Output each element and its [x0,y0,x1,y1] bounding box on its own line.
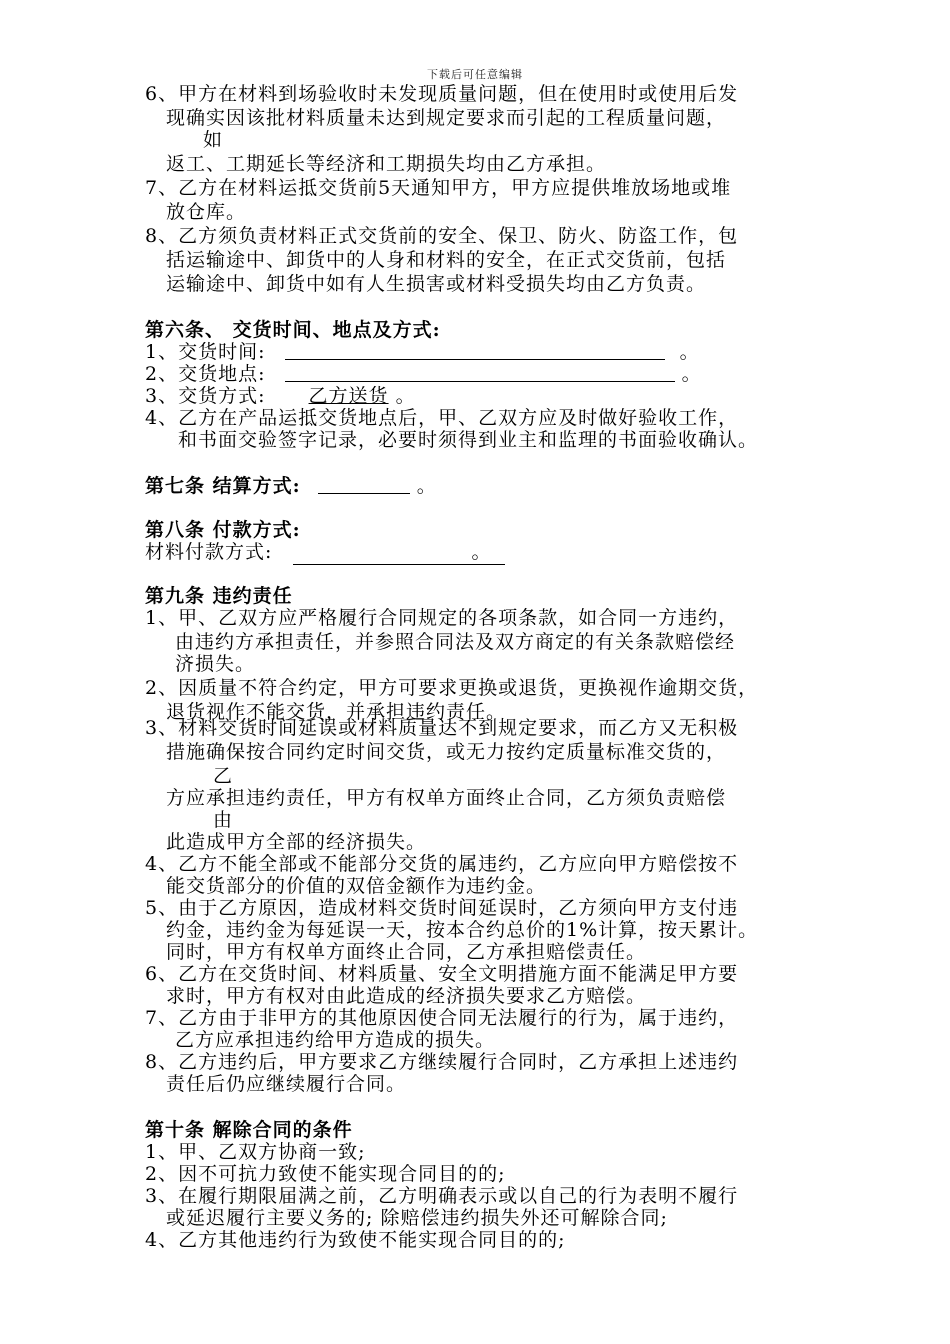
delivery-time-label: 1、交货时间: [145,341,266,363]
clause-9-item-6-line-2: 求时，甲方有权对由此造成的经济损失要求乙方赔偿。 [166,985,647,1007]
clause-5-item-6-line-3: 如 [203,129,224,151]
section-6-heading: 第六条、 交货时间、地点及方式: [145,319,441,341]
clause-9-item-5-line-3: 同时，甲方有权单方面终止合同，乙方承担赔偿责任。 [166,941,647,963]
delivery-place-blank [285,363,675,382]
payment-method-label: 材料付款方式: [145,541,273,563]
section-10-heading: 第十条 解除合同的条件 [145,1119,353,1141]
section-7-heading: 第七条 结算方式: [145,475,301,497]
delivery-place-period: 。 [681,363,702,385]
clause-9-item-3-line-6: 此造成甲方全部的经济损失。 [166,831,427,853]
clause-9-item-2-line-2: 退货视作不能交货，并承担违约责任。 [166,701,507,723]
clause-9-item-5-line-1: 5、由于乙方原因，造成材料交货时间延误时，乙方须向甲方支付违 [145,897,739,919]
delivery-method-row [145,384,416,408]
clause-6-item-4-line-2: 和书面交验签字记录，必要时须得到业主和监理的书面验收确认。 [178,429,759,451]
settlement-period: 。 [416,475,437,497]
clause-5-item-7-line-1: 7、乙方在材料运抵交货前5天通知甲方，甲方应提供堆放场地或堆 [145,177,732,199]
section-8-heading: 第八条 付款方式: [145,519,301,541]
clause-6-item-4-line-1: 4、乙方在产品运抵交货地点后，甲、乙双方应及时做好验收工作， [145,407,739,429]
section-9-heading: 第九条 违约责任 [145,585,293,607]
clause-9-item-1-line-2: 由违约方承担责任，并参照合同法及双方商定的有关条款赔偿经 [175,631,736,653]
delivery-place-row [145,362,702,386]
clause-9-item-8-line-2: 责任后仍应继续履行合同。 [166,1073,407,1095]
clause-9-item-3-line-5: 由 [213,809,234,831]
clause-10-item-3-line-2: 或延迟履行主要义务的; 除赔偿违约损失外还可解除合同; [166,1207,668,1229]
payment-method-period: 。 [471,541,492,563]
clause-9-item-3-line-1: 3、材料交货时间延误或材料质量达不到规定要求，而乙方又无积极 [145,717,739,739]
clause-9-item-1-line-3: 济损失。 [175,653,256,675]
clause-10-item-1: 1、甲、乙双方协商一致; [145,1141,366,1163]
payment-method-blank [293,540,505,565]
clause-9-item-2-line-1: 2、因质量不符合约定，甲方可要求更换或退货，更换视作逾期交货， [145,677,759,699]
settlement-method-blank [318,475,410,494]
clause-9-item-4-line-1: 4、乙方不能全部或不能部分交货的属违约，乙方应向甲方赔偿按不 [145,853,739,875]
clause-9-item-3-line-4: 方应承担违约责任，甲方有权单方面终止合同，乙方须负责赔偿 [166,787,727,809]
clause-9-item-8-line-1: 8、乙方违约后，甲方要求乙方继续履行合同时，乙方承担上述违约 [145,1051,739,1073]
delivery-method-value: 乙方送货 [308,385,389,407]
clause-5-item-8-line-3: 运输途中、卸货中如有人生损害或材料受损失均由乙方负责。 [166,273,707,295]
delivery-time-row [145,340,700,364]
page-header-note: 下载后可任意编辑 [427,68,523,81]
clause-5-item-7-line-2: 放仓库。 [166,201,247,223]
clause-10-item-4: 4、乙方其他违约行为致使不能实现合同目的的; [145,1229,566,1251]
payment-method-row [145,540,505,565]
clause-9-item-7-line-2: 乙方应承担违约给甲方造成的损失。 [175,1029,496,1051]
clause-9-item-7-line-1: 7、乙方由于非甲方的其他原因使合同无法履行的行为，属于违约， [145,1007,739,1029]
clause-9-item-1-line-1: 1、甲、乙双方应严格履行合同规定的各项条款，如合同一方违约， [145,607,739,629]
clause-9-item-4-line-2: 能交货部分的价值的双倍金额作为违约金。 [166,875,547,897]
clause-10-item-3-line-1: 3、在履行期限届满之前，乙方明确表示或以自己的行为表明不履行 [145,1185,739,1207]
clause-5-item-6-line-4: 返工、工期延长等经济和工期损失均由乙方承担。 [166,153,607,175]
delivery-method-label: 3、交货方式: [145,385,266,407]
clause-9-item-3-line-2: 措施确保按合同约定时间交货，或无力按约定质量标准交货的， [166,741,727,763]
delivery-place-label: 2、交货地点: [145,363,266,385]
delivery-time-blank [285,341,665,360]
clause-5-item-8-line-2: 括运输途中、卸货中的人身和材料的安全，在正式交货前，包括 [166,249,727,271]
delivery-method-period: 。 [395,385,416,407]
clause-9-item-6-line-1: 6、乙方在交货时间、材料质量、安全文明措施方面不能满足甲方要 [145,963,739,985]
clause-9-item-5-line-2: 约金，违约金为每延误一天，按本合约总价的1%计算，按天累计。 [166,919,759,941]
clause-10-item-2: 2、因不可抗力致使不能实现合同目的的; [145,1163,506,1185]
clause-5-item-6-line-1: 6、甲方在材料到场验收时未发现质量问题，但在使用时或使用后发 [145,83,739,105]
clause-9-item-3-line-3: 乙 [213,765,234,787]
clause-5-item-6-line-2: 现确实因该批材料质量未达到规定要求而引起的工程质量问题， [166,107,727,129]
clause-5-item-8-line-1: 8、乙方须负责材料正式交货前的安全、保卫、防火、防盗工作，包 [145,225,739,247]
section-7-row [145,474,437,498]
delivery-time-period: 。 [679,341,700,363]
